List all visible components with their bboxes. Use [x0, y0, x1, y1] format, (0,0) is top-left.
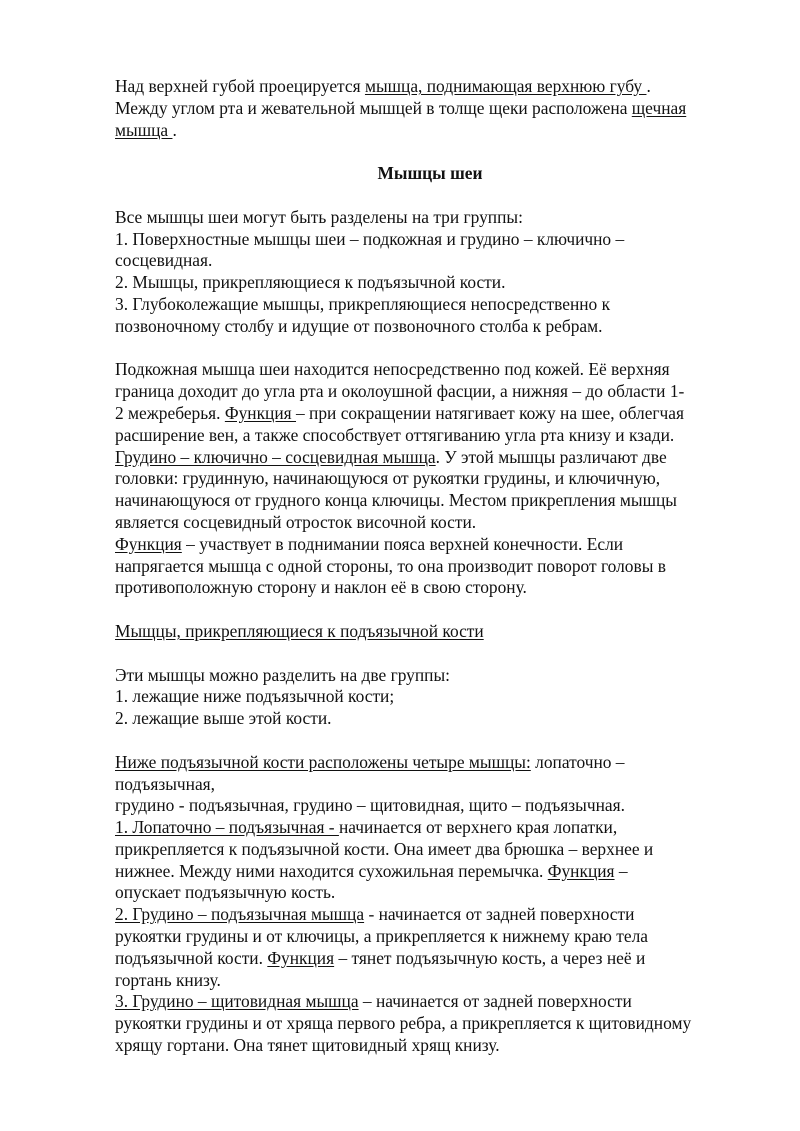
underlined-heading: Мыщцы, прикрепляющиеся к подъязычной кости — [115, 620, 484, 641]
document-page — [115, 76, 745, 1057]
text: – тянет подъязычную кость, а через неё и — [334, 947, 646, 968]
text: напрягается мышца с одной стороны, то она производит поворот головы в — [115, 555, 666, 576]
text: головки: грудинную, начинающуюся от рукоятки грудины, и ключичную, — [115, 468, 661, 489]
underlined-term: 2. Грудино – подъязычная мышца — [115, 904, 365, 925]
text: 2 межреберья. — [115, 402, 225, 423]
text: Над верхней губой проецируется — [115, 76, 365, 96]
list-item: 1. лежащие ниже подъязычной кости; — [115, 686, 395, 707]
text: рукоятки грудины и от хряща первого ребра, а прикрепляется к щитовидному — [115, 1013, 692, 1034]
underlined-term: мышца — [115, 119, 173, 140]
text: нижнее. Между ними находится сухожильная перемычка. — [115, 860, 548, 881]
text: является сосцевидный отросток височной кости. — [115, 511, 477, 532]
text: грудино - подъязычная, грудино – щитовидная, щито – подъязычная. — [115, 795, 625, 816]
paragraph-platysma — [115, 359, 745, 599]
text: гортань книзу. — [115, 969, 221, 990]
underlined-term: Функция — [547, 860, 615, 881]
list-item: 2. Мышцы, прикрепляющиеся к подъязычной кости. — [115, 272, 506, 293]
text: Подкожная мышца шеи находится непосредственно под кожей. Её верхняя — [115, 359, 670, 380]
text: Эти мышцы можно разделить на две группы: — [115, 664, 451, 685]
underlined-term: Ниже подъязычной кости расположены четыре мышцы: — [115, 751, 531, 772]
underlined-term: мышца, поднимающая верхнюю губу — [364, 76, 647, 96]
paragraph-hyoid-groups — [115, 665, 745, 730]
paragraph-infrahyoid — [115, 752, 745, 1057]
text: – — [614, 860, 628, 881]
underlined-term: Функция — [267, 947, 335, 968]
text: подъязычной кости. — [115, 947, 268, 968]
underlined-term: 3. Грудино – щитовидная мышца — [115, 991, 359, 1012]
list-item: 1. Поверхностные мышцы шеи – подкожная и грудино – ключично – — [115, 228, 625, 249]
text: начинающуюся от грудного конца ключицы. Местом прикрепления мышцы — [115, 490, 677, 511]
text: противоположную сторону и наклон её в свою сторону. — [115, 577, 527, 598]
list-item: 3. Глубоколежащие мышцы, прикрепляющиеся непосредственно к — [115, 293, 611, 314]
text: опускает подъязычную кость. — [115, 882, 336, 903]
text: – начинается от задней поверхности — [358, 991, 632, 1012]
underlined-term: щечная — [631, 97, 687, 118]
text: подъязычная, — [115, 773, 216, 794]
text: . — [646, 76, 651, 96]
text: – участвует в поднимании пояса верхней конечности. Если — [181, 533, 624, 554]
text: позвоночному столбу и идущие от позвоночного столба к ребрам. — [115, 315, 603, 336]
text: расширение вен, а также способствует оттягиванию угла рта книзу и кзади. — [115, 424, 675, 445]
text: лопаточно – — [530, 751, 625, 772]
text: Все мышцы шеи могут быть разделены на три группы: — [115, 206, 523, 227]
paragraph-groups — [115, 207, 745, 338]
text: начинается от верхнего края лопатки, — [338, 817, 618, 838]
section-title: Мышцы шеи — [377, 163, 483, 184]
underlined-term: Функция — [224, 402, 297, 423]
text: хрящу гортани. Она тянет щитовидный хрящ книзу. — [115, 1035, 500, 1056]
paragraph-face-muscles — [115, 76, 745, 141]
underlined-term: 1. Лопаточно – подъязычная - — [115, 817, 339, 838]
text: . — [172, 119, 177, 140]
text: прикрепляется к подъязычной кости. Она имеет два брюшка – верхнее и — [115, 838, 654, 859]
subheading-hyoid — [115, 621, 745, 643]
underlined-term: Функция — [115, 533, 182, 554]
text: рукоятки грудины и от ключицы, а прикрепляется к нижнему краю тела — [115, 926, 648, 947]
text: граница доходит до угла рта и околоушной фасции, а нижняя – до области 1- — [115, 381, 685, 402]
underlined-term: Грудино – ключично – сосцевидная мышца — [115, 446, 436, 467]
list-item: 2. лежащие выше этой кости. — [115, 708, 332, 729]
text: – при сокращении натягивает кожу на шее, облегчая — [296, 402, 685, 423]
text: - начинается от задней поверхности — [364, 904, 635, 925]
text: сосцевидная. — [115, 250, 213, 271]
text: Между углом рта и жевательной мышцей в толще щеки расположена — [115, 97, 632, 118]
text: . У этой мышцы различают две — [435, 446, 667, 467]
